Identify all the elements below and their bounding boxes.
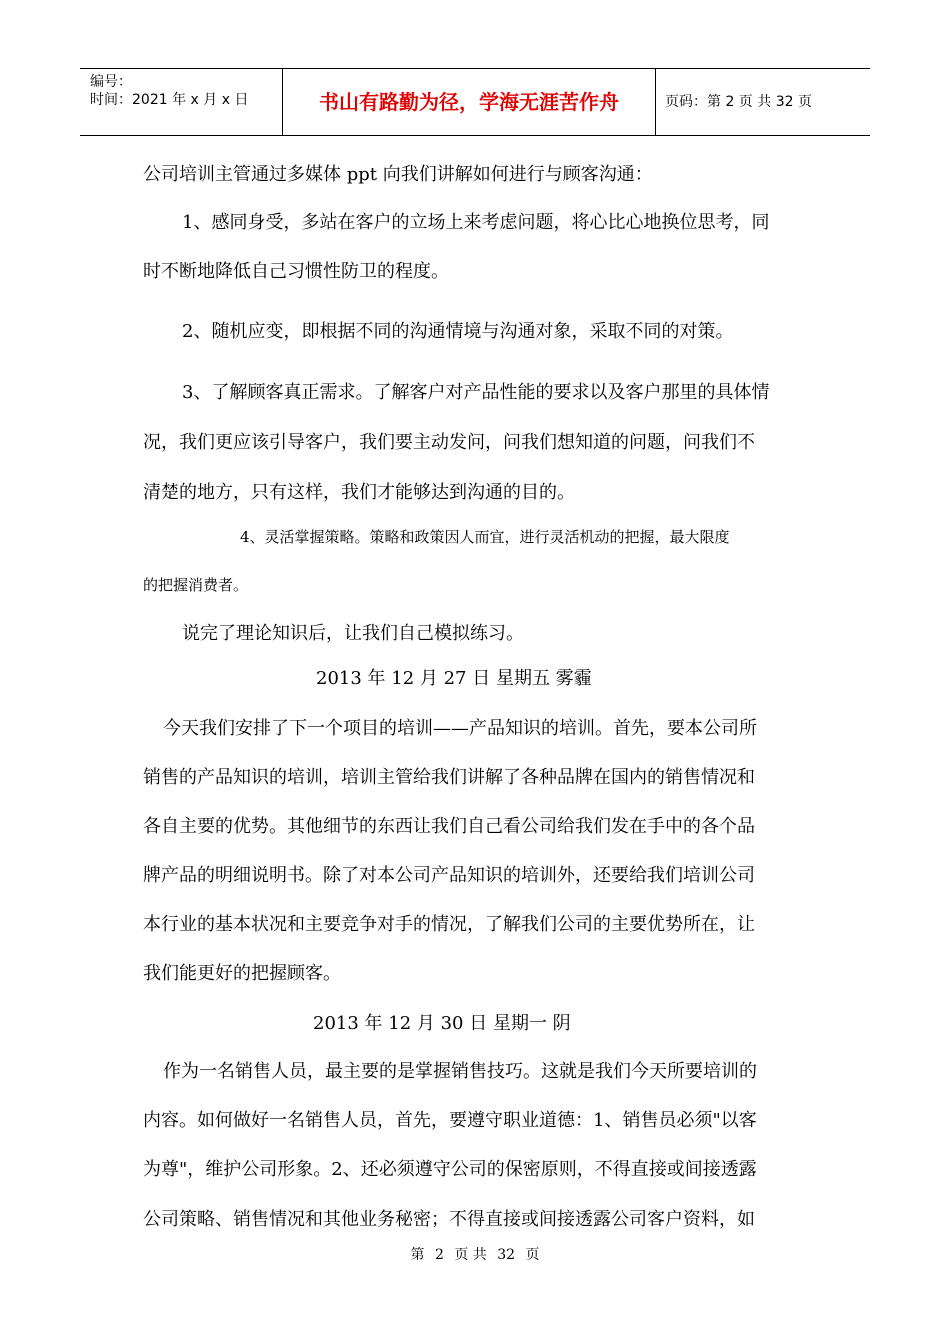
header-page-info: 页码：第 2 页 共 32 页 xyxy=(665,94,812,110)
footer-prefix: 第 xyxy=(410,1247,425,1263)
body-line: 我们能更好的把握顾客。 xyxy=(143,963,341,984)
footer-mid: 页 共 xyxy=(454,1247,487,1263)
header-meta xyxy=(80,69,283,135)
body-line: 各自主要的优势。其他细节的东西让我们自己看公司给我们发在手中的各个品 xyxy=(143,816,755,837)
body-line: 内容。如何做好一名销售人员，首先，要遵守职业道德：1、销售员必须"以客 xyxy=(143,1110,757,1131)
footer-total-pages: 32 xyxy=(497,1247,516,1263)
body-line: 况，我们更应该引导客户，我们要主动发问，问我们想知道的问题，问我们不 xyxy=(143,432,755,453)
header-motto: 书山有路勤为径，学海无涯苦作舟 xyxy=(283,69,656,135)
page-footer xyxy=(0,1244,950,1264)
body-line: 说完了理论知识后，让我们自己模拟练习。 xyxy=(182,623,524,644)
body-line: 的把握消费者。 xyxy=(143,576,249,594)
body-line: 清楚的地方，只有这样，我们才能够达到沟通的目的。 xyxy=(143,482,575,503)
footer-page-number: 2 xyxy=(434,1247,444,1263)
body-line: 今天我们安排了下一个项目的培训——产品知识的培训。首先，要本公司所 xyxy=(163,718,757,739)
body-line: 公司培训主管通过多媒体 ppt 向我们讲解如何进行与顾客沟通： xyxy=(143,164,653,185)
body-line: 作为一名销售人员，最主要的是掌握销售技巧。这就是我们今天所要培训的 xyxy=(163,1061,757,1082)
body-line: 2、随机应变，即根据不同的沟通情境与沟通对象，采取不同的对策。 xyxy=(182,321,734,342)
document-time-label: 时间：2021 年 x 月 x 日 xyxy=(90,92,249,108)
body-line: 销售的产品知识的培训，培训主管给我们讲解了各种品牌在国内的销售情况和 xyxy=(143,767,755,788)
body-line: 1、感同身受，多站在客户的立场上来考虑问题，将心比心地换位思考，同 xyxy=(182,212,770,233)
body-line: 本行业的基本状况和主要竞争对手的情况，了解我们公司的主要优势所在，让 xyxy=(143,914,755,935)
body-line: 时不断地降低自己习惯性防卫的程度。 xyxy=(143,261,449,282)
page-header xyxy=(80,68,870,136)
body-line: 3、了解顾客真正需求。了解客户对产品性能的要求以及客户那里的具体情 xyxy=(182,382,770,403)
body-line: 为尊"，维护公司形象。2、还必须遵守公司的保密原则，不得直接或间接透露 xyxy=(143,1159,757,1180)
document-number-label: 编号： xyxy=(90,74,132,90)
body-line: 4、灵活掌握策略。策略和政策因人而宜，进行灵活机动的把握，最大限度 xyxy=(240,528,730,546)
body-line: 牌产品的明细说明书。除了对本公司产品知识的培训外，还要给我们培训公司 xyxy=(143,865,755,886)
date-heading: 2013 年 12 月 27 日 星期五 雾霾 xyxy=(316,668,592,689)
date-heading: 2013 年 12 月 30 日 星期一 阴 xyxy=(313,1013,571,1034)
footer-suffix: 页 xyxy=(525,1247,540,1263)
body-line: 公司策略、销售情况和其他业务秘密；不得直接或间接透露公司客户资料，如 xyxy=(143,1209,755,1230)
